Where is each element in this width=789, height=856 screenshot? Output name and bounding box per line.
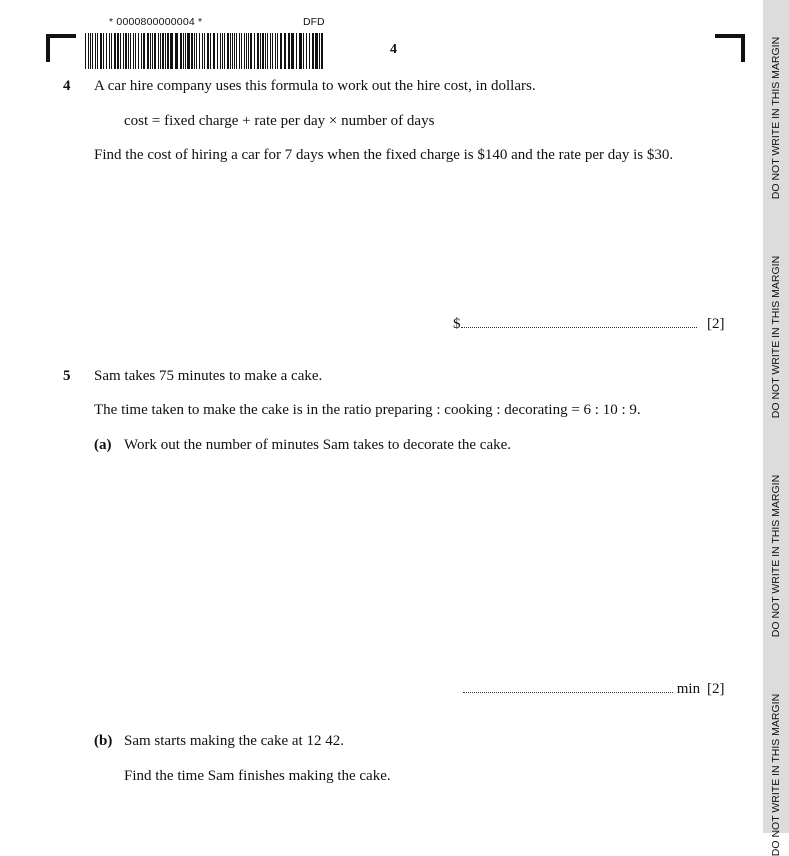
barcode-bar	[180, 33, 182, 69]
barcode-bar	[262, 33, 264, 69]
barcode-bar	[167, 33, 169, 69]
part-text: Sam starts making the cake at 12 42.	[124, 733, 344, 749]
barcode-bar	[265, 33, 266, 69]
barcode-bar	[170, 33, 173, 69]
barcode-bar	[250, 33, 252, 69]
barcode-bar	[187, 33, 190, 69]
barcode-bar	[154, 33, 156, 69]
barcode-bar	[141, 33, 142, 69]
part-label: (b)	[94, 733, 113, 749]
barcode-bar	[277, 33, 278, 69]
barcode-bar	[147, 33, 149, 69]
barcode-bar	[194, 33, 195, 69]
barcode-bar	[244, 33, 245, 69]
answer-unit: min	[676, 681, 701, 697]
barcode-bar	[275, 33, 276, 69]
answer-prefix: $	[453, 316, 461, 332]
barcode-bar	[236, 33, 237, 69]
barcode-bar	[239, 33, 240, 69]
barcode-bar	[100, 33, 102, 69]
barcode-bar	[135, 33, 136, 69]
marks-label: [2]	[707, 681, 725, 697]
barcode-bar	[241, 33, 242, 69]
barcode-bar	[160, 33, 161, 69]
barcode-bar	[183, 33, 184, 69]
answer-line[interactable]	[453, 315, 697, 333]
barcode-bar	[210, 33, 211, 69]
question-text: A car hire company uses this formula to work out the hire cost, in dollars.	[94, 78, 536, 94]
barcode-bar	[85, 33, 86, 69]
barcode-bar	[232, 33, 233, 69]
barcode-bar	[90, 33, 91, 69]
barcode-bar	[120, 33, 121, 69]
barcode-bar	[133, 33, 134, 69]
barcode-bar	[257, 33, 259, 69]
barcode-bar	[143, 33, 145, 69]
margin-notice: DO NOT WRITE IN THIS MARGIN	[770, 693, 782, 856]
barcode-id: * 0000800000004 *	[109, 16, 203, 28]
barcode-bar	[125, 33, 127, 69]
question-text: Sam takes 75 minutes to make a cake.	[94, 368, 323, 384]
barcode-bar	[312, 33, 314, 69]
barcode-bar	[97, 33, 98, 69]
barcode-bar	[315, 33, 318, 69]
registration-mark-top-left	[46, 34, 76, 62]
part-label: (a)	[94, 437, 112, 453]
barcode-bar	[165, 33, 166, 69]
barcode-bar	[230, 33, 231, 69]
question-number: 4	[63, 78, 71, 94]
barcode-bar	[234, 33, 235, 69]
marks-label: [2]	[707, 316, 725, 332]
page-number: 4	[390, 42, 397, 57]
margin-notice: DO NOT WRITE IN THIS MARGIN	[770, 474, 782, 638]
barcode-bar	[185, 33, 186, 69]
barcode-bar	[284, 33, 286, 69]
barcode-bar	[222, 33, 223, 69]
barcode-bar	[270, 33, 271, 69]
barcode-bar	[150, 33, 151, 69]
margin-notice: DO NOT WRITE IN THIS MARGIN	[770, 36, 782, 200]
formula: cost = fixed charge + rate per day × number of days	[124, 113, 435, 129]
barcode-bar	[246, 33, 247, 69]
answer-line[interactable]	[463, 680, 700, 698]
barcode-bar	[123, 33, 124, 69]
barcode-bar	[296, 33, 297, 69]
barcode-bar	[288, 33, 290, 69]
barcode-bar	[199, 33, 200, 69]
barcode-bar	[291, 33, 294, 69]
barcode-bar	[130, 33, 131, 69]
barcode-bar	[227, 33, 229, 69]
barcode-bar	[303, 33, 304, 69]
barcode	[85, 33, 325, 69]
barcode-bar	[103, 33, 104, 69]
barcode-bar	[111, 33, 112, 69]
barcode-bar	[106, 33, 107, 69]
barcode-bar	[138, 33, 139, 69]
barcode-bar	[217, 33, 218, 69]
barcode-bar	[152, 33, 153, 69]
margin-notice: DO NOT WRITE IN THIS MARGIN	[770, 255, 782, 419]
barcode-bar	[95, 33, 96, 69]
barcode-bar	[321, 33, 323, 69]
barcode-bar	[128, 33, 129, 69]
barcode-bar	[175, 33, 178, 69]
barcode-bar	[202, 33, 203, 69]
barcode-bar	[109, 33, 110, 69]
barcode-bar	[207, 33, 209, 69]
barcode-bar	[88, 33, 89, 69]
barcode-bar	[191, 33, 193, 69]
answer-dotted-line[interactable]	[463, 680, 673, 693]
barcode-bar	[162, 33, 164, 69]
question-prompt: Find the cost of hiring a car for 7 days when the fixed charge is $140 and the rate per day is $30.	[94, 147, 674, 163]
question-number: 5	[63, 368, 71, 384]
barcode-bar	[224, 33, 225, 69]
barcode-bar	[196, 33, 197, 69]
barcode-tag: DFD	[303, 16, 325, 28]
barcode-bar	[260, 33, 261, 69]
barcode-bar	[267, 33, 268, 69]
barcode-bar	[248, 33, 249, 69]
answer-dotted-line[interactable]	[461, 315, 697, 328]
part-text: Work out the number of minutes Sam takes to decorate the cake.	[124, 437, 512, 453]
barcode-bar	[272, 33, 273, 69]
barcode-bar	[319, 33, 320, 69]
barcode-bar	[213, 33, 215, 69]
barcode-bar	[280, 33, 282, 69]
barcode-bar	[299, 33, 302, 69]
barcode-bar	[158, 33, 159, 69]
barcode-bar	[204, 33, 205, 69]
part-subtext: Find the time Sam finishes making the cake.	[124, 768, 391, 784]
barcode-bar	[306, 33, 307, 69]
barcode-bar	[309, 33, 310, 69]
barcode-bar	[92, 33, 93, 69]
barcode-bar	[114, 33, 116, 69]
barcode-bar	[220, 33, 221, 69]
barcode-bar	[117, 33, 119, 69]
registration-mark-top-right	[715, 34, 745, 62]
ratio-statement: The time taken to make the cake is in the ratio preparing : cooking : decorating = 6 : 10 : 9.	[94, 402, 641, 418]
barcode-bar	[254, 33, 255, 69]
